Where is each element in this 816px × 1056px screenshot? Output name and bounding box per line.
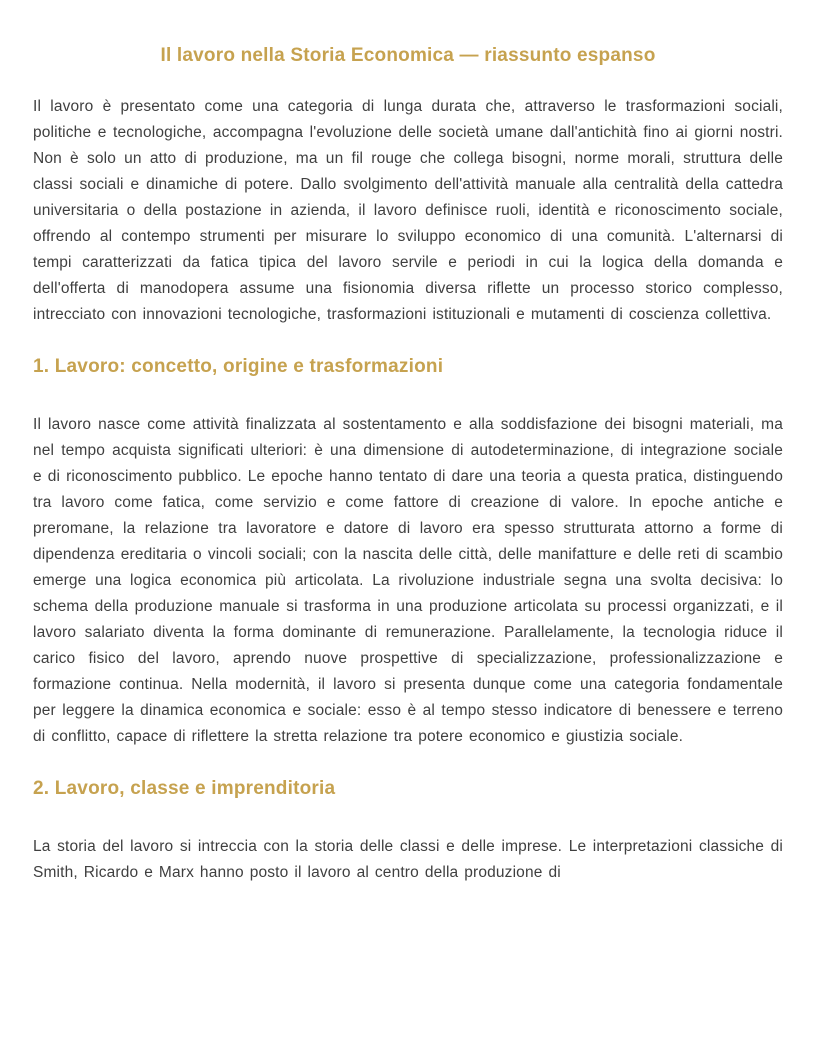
section-2-paragraph: La storia del lavoro si intreccia con la storia delle classi e delle imprese. Le interpretazioni classiche di Smith, Ricardo e Marx hanno posto il lavoro al centro della produzione di	[33, 838, 783, 881]
intro-paragraph: Il lavoro è presentato come una categoria di lunga durata che, attraverso le trasformazioni sociali, politiche e tecnologiche, accompagna l'evoluzione delle società umane dall'antichità fino ai giorni nostri. Non è solo un atto di produzione, ma un fil rouge che collega bisogni, norme morali, struttura delle classi sociali e dinamiche di potere. Dallo svolgimento dell'attività manuale alla centralità della cattedra universitaria o della postazione in azienda, il lavoro definisce ruoli, identità e riconoscimento sociale, offrendo al contempo strumenti per misurare lo sviluppo economico di una comunità. L'alternarsi di tempi caratterizzati da fatica tipica del lavoro servile e periodi in cui la logica della domanda e dell'offerta di manodopera assume una fisionomia diversa riflette un processo storico complesso, intrecciato con innovazioni tecnologiche, trasformazioni istituzionali e mutamenti di coscienza collettiva.	[33, 98, 783, 323]
section-1-heading: 1. Lavoro: concetto, origine e trasformazioni	[33, 356, 444, 377]
document-title: Il lavoro nella Storia Economica — riassunto espanso	[160, 45, 656, 66]
section-1-paragraph: Il lavoro nasce come attività finalizzata al sostentamento e alla soddisfazione dei bisogni materiali, ma nel tempo acquista significati ulteriori: è una dimensione di autodeterminazione, di integrazione sociale e di riconoscimento pubblico. Le epoche hanno tentato di dare una teoria a questa pratica, distinguendo tra lavoro come fatica, come servizio e come fattore di creazione di valore. In epoche antiche e preromane, la relazione tra lavoratore e datore di lavoro era spesso strutturata attorno a forme di dipendenza ereditaria o vincoli sociali; con la nascita delle città, delle manifatture e delle reti di scambio emerge una logica economica più articolata. La rivoluzione industriale segna una svolta decisiva: lo schema della produzione manuale si trasforma in una produzione articolata su processi organizzati, e il lavoro salariato diventa la forma dominante di remunerazione. Parallelamente, la tecnologia riduce il carico fisico del lavoro, aprendo nuove prospettive di specializzazione, professionalizzazione e formazione continua. Nella modernità, il lavoro si presenta dunque come una categoria fondamentale per leggere la dinamica economica e sociale: esso è al tempo stesso indicatore di benessere e terreno di conflitto, capace di riflettere la stretta relazione tra potere economico e giustizia sociale.	[33, 416, 783, 745]
section-2-heading: 2. Lavoro, classe e imprenditoria	[33, 778, 336, 799]
